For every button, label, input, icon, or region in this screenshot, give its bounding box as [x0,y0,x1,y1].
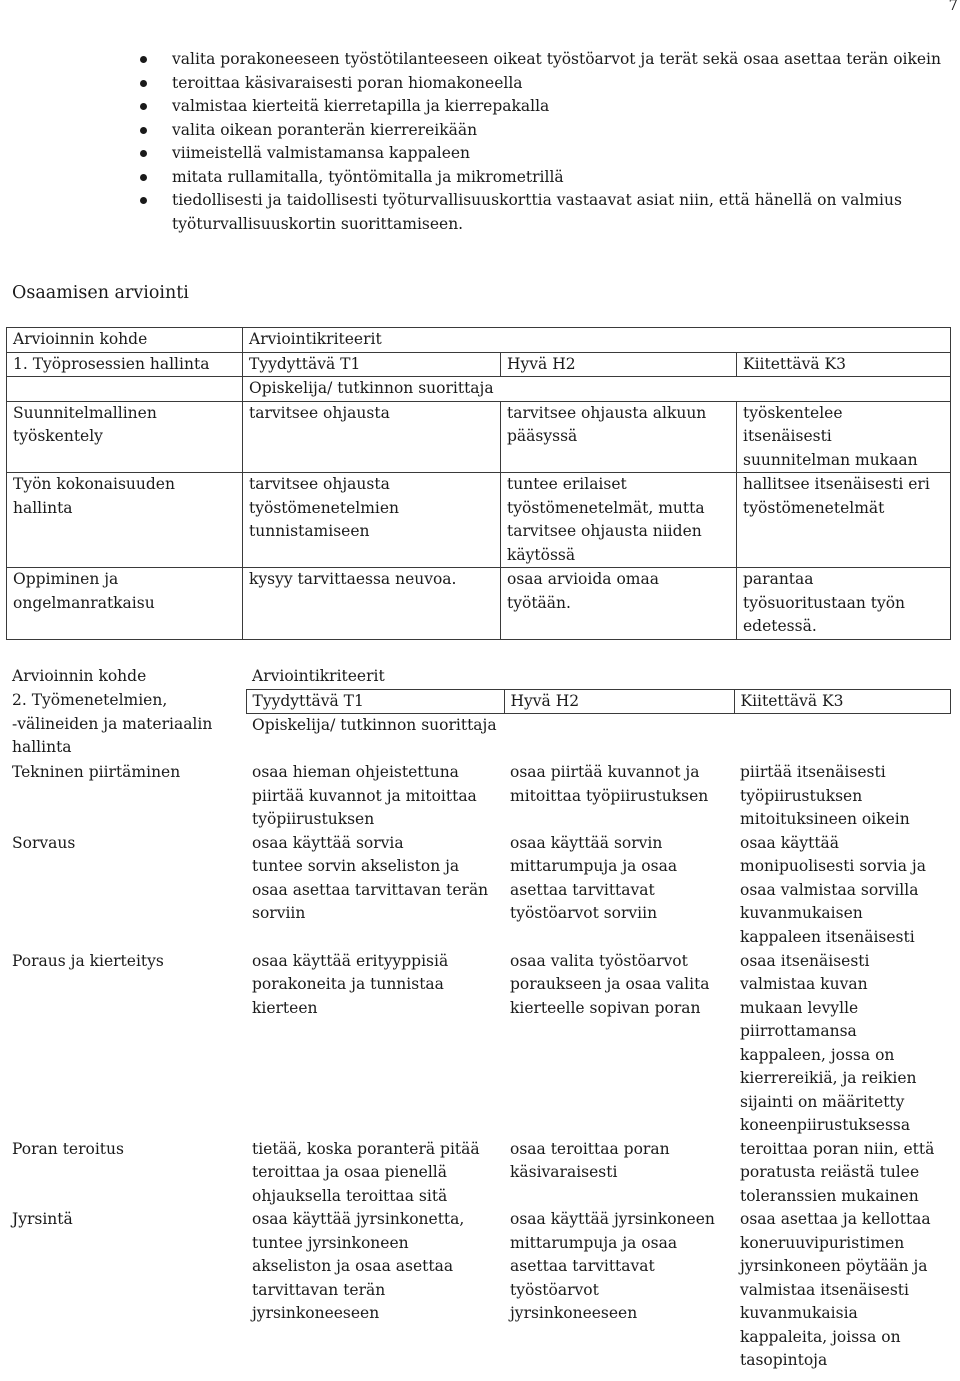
row-target: Tekninen piirtäminen [12,763,181,781]
row-target: Suunnitelmallinen työskentely [13,403,157,445]
column-header-criteria: Arviointikriteerit [243,328,951,353]
row-target: Jyrsintä [12,1210,73,1228]
criteria-t1: osaa hieman ohjeistettuna piirtää kuvannot ja mitoittaa työpiirustuksen [252,763,477,828]
column-header-target: Arvioinnin kohde [7,328,243,353]
grade-h2: Hyvä H2 [504,689,734,714]
criteria-k3: osaa asettaa ja kellottaa koneruuvipuristimen jyrsinkoneen pöytään ja valmistaa itsenäisesti kuvanmukaisia kappaleita, joissa on tasopintoja [740,1210,931,1369]
row-target: Sorvaus [12,833,76,852]
criteria-h2: tarvitsee ohjausta alkuun pääsyssä [507,403,707,445]
criteria-t1: osaa käyttää jyrsinkonetta, tuntee jyrsinkoneen akseliston ja osaa asettaa tarvittavan terän jyrsinkoneeseen [252,1210,465,1322]
criteria-h2: tuntee erilaiset työstömenetelmät, mutta tarvitsee ohjausta niiden käytössä [507,475,705,564]
row-target: Poraus ja kierteitys [12,951,164,970]
criteria-k3: työskentelee itsenäisesti suunnitelman mukaan [743,403,918,469]
list-item: valmistaa kierteitä kierretapilla ja kierrepakalla [150,95,950,119]
table-row [6,761,950,832]
column-header-target: Arvioinnin kohde [12,667,147,685]
subject-label: Opiskelija/ tutkinnon suorittaja [243,377,951,402]
assessment-table-2 [6,665,951,1373]
criteria-h2: osaa piirtää kuvannot ja mitoittaa työpiirustuksen [510,763,709,805]
grade-k3: Kiitettävä K3 [737,352,951,377]
criteria-k3: osaa itsenäisesti valmistaa kuvan mukaan levylle piirrottamansa kappaleen, jossa on kierrereikiä, ja reikien sijainti on määritetty koneenpiirustuksessa [740,951,917,1134]
row-target: Oppiminen ja ongelmanratkaisu [13,570,155,612]
section-heading: Osaamisen arviointi [12,283,189,303]
grade-k3: Kiitettävä K3 [734,689,950,714]
criteria-h2: osaa käyttää sorvin mittarumpuja ja osaa asettaa tarvittavat työstöarvot sorviin [510,833,678,922]
criteria-k3: piirtää itsenäisesti työpiirustuksen mitoituksineen oikein [740,763,910,828]
grade-h2: Hyvä H2 [501,352,737,377]
list-item: tiedollisesti ja taidollisesti työturvallisuuskorttia vastaavat asiat niin, että hänellä on valmius työturvallisuuskortin suorittamiseen. [150,189,950,236]
row-target: Poran teroitus [12,1139,124,1158]
table-row [7,401,951,473]
assessment-area: 2. Työmenetelmien, -välineiden ja materiaalin hallinta [12,691,213,756]
table-row [6,1138,950,1209]
list-item: valita oikean poranterän kierrereikään [150,119,950,143]
criteria-h2: osaa teroittaa poran käsivaraisesti [510,1139,670,1181]
criteria-t1: osaa käyttää erityyppisiä porakoneita ja tunnistaa kierteen [252,951,449,1017]
assessment-table-1 [6,327,951,640]
column-header-criteria: Arviointikriteerit [252,667,385,685]
table-row [6,1208,950,1373]
assessment-area: 1. Työprosessien hallinta [7,352,243,377]
list-item: mitata rullamitalla, työntömitalla ja mikrometrillä [150,166,950,190]
criteria-h2: osaa arvioida omaa työtään. [507,570,659,612]
grade-t1: Tyydyttävä T1 [243,352,501,377]
criteria-k3: osaa käyttää monipuolisesti sorvia ja osaa valmistaa sorvilla kuvanmukaisen kappaleen itsenäisesti [740,833,926,946]
table-row [7,473,951,568]
criteria-k3: parantaa työsuoritustaan työn edetessä. [743,570,906,635]
criteria-t1: tietää, koska poranterä pitää teroittaa ja osaa pienellä ohjauksella teroittaa sitä [252,1139,480,1205]
table-row [6,832,950,950]
criteria-t1: osaa käyttää sorvia tuntee sorvin akseliston ja osaa asettaa tarvittavan terän sorviin [252,833,489,922]
page-number: 7 [948,0,958,14]
learning-outcomes-list [150,48,950,236]
table-row [7,568,951,640]
table-row [6,950,950,1138]
list-item: viimeistellä valmistamansa kappaleen [150,142,950,166]
criteria-k3: hallitsee itsenäisesti eri työstömenetelmät [743,475,930,517]
criteria-k3: teroittaa poran niin, että poratusta reiästä tulee toleranssien mukainen [740,1139,935,1205]
list-item: valita porakoneeseen työstötilanteeseen oikeat työstöarvot ja terät sekä osaa asettaa terän oikein [150,48,950,72]
criteria-t1: kysyy tarvittaessa neuvoa. [249,570,457,588]
criteria-t1: tarvitsee ohjausta työstömenetelmien tunnistamiseen [249,475,400,540]
list-item: teroittaa käsivaraisesti poran hiomakoneella [150,72,950,96]
criteria-h2: osaa käyttää jyrsinkoneen mittarumpuja ja osaa asettaa tarvittavat työstöarvot jyrsinkoneeseen [510,1210,715,1322]
row-target: Työn kokonaisuuden hallinta [13,475,175,517]
grade-t1: Tyydyttävä T1 [246,689,504,714]
criteria-t1: tarvitsee ohjausta [249,403,390,422]
criteria-h2: osaa valita työstöarvot poraukseen ja osaa valita kierteelle sopivan poran [510,951,710,1017]
subject-label: Opiskelija/ tutkinnon suorittaja [252,716,497,734]
